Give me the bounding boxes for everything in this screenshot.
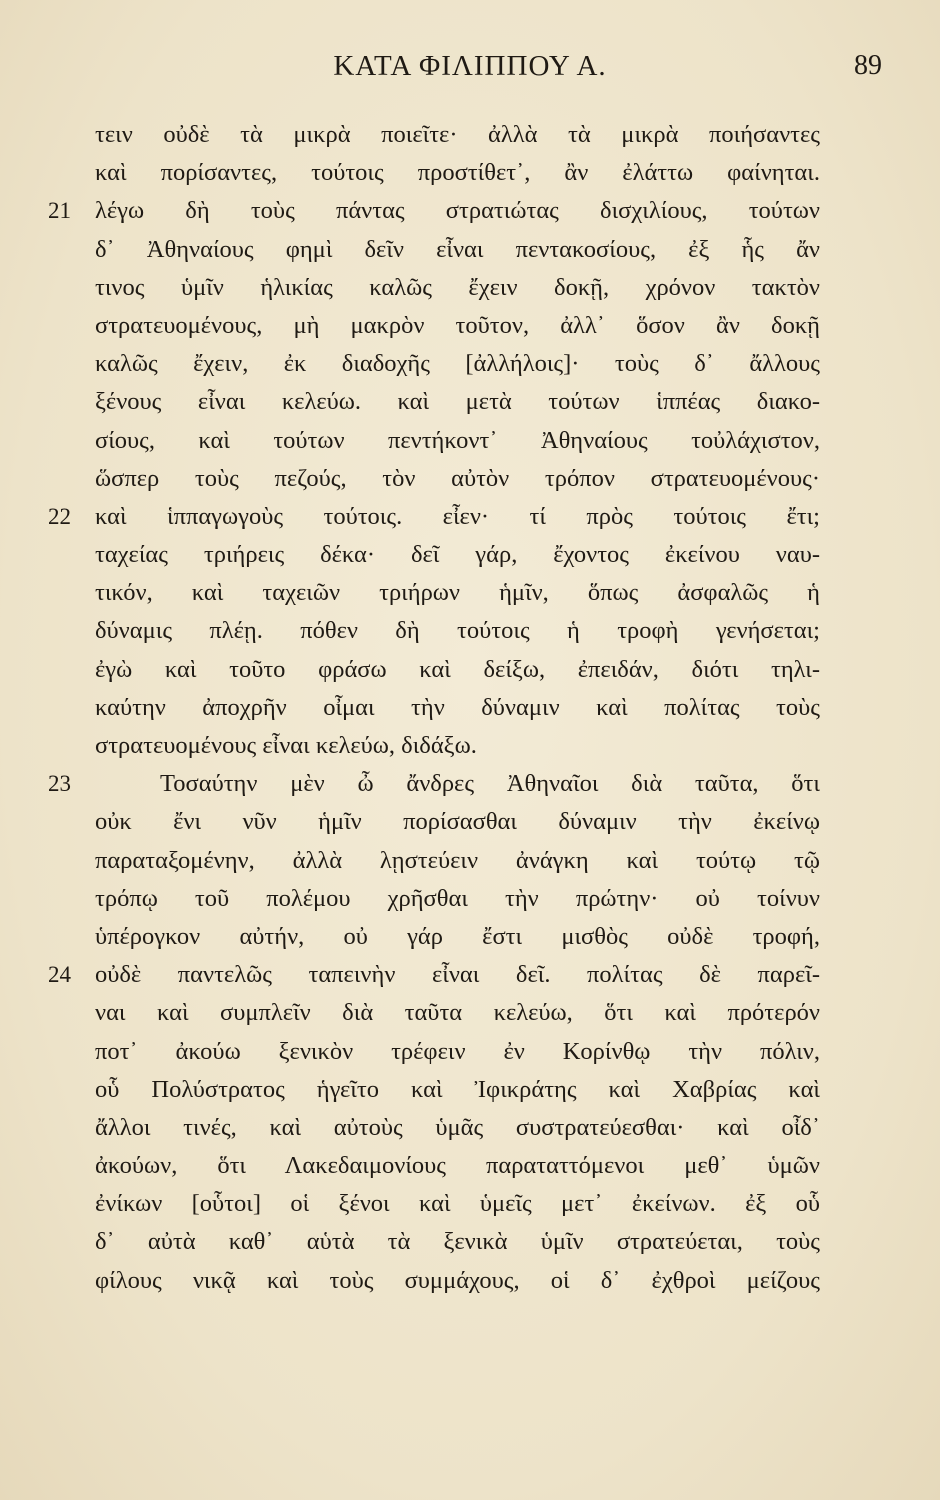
line-text: καύτην ἀποχρῆν οἶμαι τὴν δύναμιν καὶ πολίτας τοὺς xyxy=(95,693,820,721)
line-text: ναι καὶ συμπλεῖν διὰ ταῦτα κελεύω, ὅτι καὶ πρότερόν xyxy=(95,999,820,1027)
line-text: Τοσαύτην μὲν ὦ ἄνδρες Ἀθηναῖοι διὰ ταῦτα, ὅτι xyxy=(160,770,820,798)
text-line xyxy=(0,345,940,383)
page-number: 89 xyxy=(854,50,882,81)
line-text: ὥσπερ τοὺς πεζούς, τὸν αὐτὸν τρόπον στρατευομένους· xyxy=(95,464,820,492)
text-line xyxy=(0,460,940,498)
text-line xyxy=(0,1071,940,1109)
line-text: στρατευομένους, μὴ μακρὸν τοῦτον, ἀλλ᾽ ὅσον ἂν δοκῇ xyxy=(95,311,820,339)
text-line xyxy=(0,651,940,689)
text-line xyxy=(0,422,940,460)
text-line xyxy=(0,612,940,650)
text-line xyxy=(0,994,940,1032)
line-text: ταχείας τριήρεις δέκα· δεῖ γάρ, ἔχοντος ἐκείνου ναυ- xyxy=(95,541,820,569)
body-text xyxy=(0,116,940,1300)
line-text: ἐνίκων [οὗτοι] οἱ ξένοι καὶ ὑμεῖς μετ᾽ ἐκείνων. ἐξ οὗ xyxy=(95,1190,820,1218)
line-text: ποτ᾽ ἀκούω ξενικὸν τρέφειν ἐν Κορίνθῳ τὴν πόλιν, xyxy=(95,1037,820,1065)
text-line xyxy=(0,803,940,841)
text-line xyxy=(0,192,940,230)
text-line xyxy=(0,765,940,803)
line-text: ἀκούων, ὅτι Λακεδαιμονίους παραταττόμενοι μεθ᾽ ὑμῶν xyxy=(95,1152,820,1180)
line-text: τινος ὑμῖν ἡλικίας καλῶς ἔχειν δοκῇ, χρόνον τακτὸν xyxy=(95,273,820,301)
line-text: ἄλλοι τινές, καὶ αὐτοὺς ὑμᾶς συστρατεύεσθαι· καὶ οἶδ᾽ xyxy=(95,1113,820,1141)
running-title: ΚΑΤΑ ΦΙΛΙΠΠΟΥ Α. xyxy=(333,50,607,82)
text-line xyxy=(0,1033,940,1071)
line-text: τικόν, καὶ ταχειῶν τριήρων ἡμῖν, ὅπως ἀσφαλῶς ἡ xyxy=(95,579,820,607)
line-text: οὐκ ἔνι νῦν ἡμῖν πορίσασθαι δύναμιν τὴν ἐκείνῳ xyxy=(95,808,820,836)
text-line xyxy=(0,498,940,536)
line-text: παραταξομένην, ἀλλὰ λῃστεύειν ἀνάγκη καὶ τούτῳ τῷ xyxy=(95,846,820,874)
line-text: οὗ Πολύστρατος ἡγεῖτο καὶ Ἰφικράτης καὶ Χαβρίας καὶ xyxy=(95,1075,820,1103)
section-number: 22 xyxy=(48,503,71,529)
line-text: καὶ ἱππαγωγοὺς τούτοις. εἶεν· τί πρὸς τούτοις ἔτι; xyxy=(95,502,820,530)
line-text: σίους, καὶ τούτων πεντήκοντ᾽ Ἀθηναίους τοὐλάχιστον, xyxy=(95,426,820,454)
section-number: 23 xyxy=(48,771,71,797)
text-line xyxy=(0,842,940,880)
line-text: στρατευομένους εἶναι κελεύω, διδάξω. xyxy=(95,732,477,759)
text-line xyxy=(0,1262,940,1300)
text-line xyxy=(0,307,940,345)
line-text: φίλους νικᾷ καὶ τοὺς συμμάχους, οἱ δ᾽ ἐχθροὶ μείζους xyxy=(95,1266,820,1294)
text-line xyxy=(0,269,940,307)
text-line xyxy=(0,231,940,269)
text-line xyxy=(0,536,940,574)
line-text: ξένους εἶναι κελεύω. καὶ μετὰ τούτων ἱππέας διακο- xyxy=(95,388,820,416)
line-text: τρόπῳ τοῦ πολέμου χρῆσθαι τὴν πρώτην· οὐ τοίνυν xyxy=(95,884,820,912)
line-text: δύναμις πλέῃ. πόθεν δὴ τούτοις ἡ τροφὴ γενήσεται; xyxy=(95,617,820,645)
text-line xyxy=(0,689,940,727)
text-line xyxy=(0,1185,940,1223)
text-line xyxy=(0,154,940,192)
line-text: καὶ πορίσαντες, τούτοις προστίθετ᾽, ἂν ἐλάττω φαίνηται. xyxy=(95,159,820,187)
text-line xyxy=(0,1109,940,1147)
text-line xyxy=(0,880,940,918)
text-line xyxy=(0,574,940,612)
line-text: ἐγὼ καὶ τοῦτο φράσω καὶ δείξω, ἐπειδάν, διότι τηλι- xyxy=(95,655,820,683)
line-text: οὐδὲ παντελῶς ταπεινὴν εἶναι δεῖ. πολίτας δὲ παρεῖ- xyxy=(95,961,820,989)
line-text: λέγω δὴ τοὺς πάντας στρατιώτας δισχιλίους, τούτων xyxy=(95,197,820,225)
section-number: 24 xyxy=(48,962,71,988)
line-text: δ᾽ αὐτὰ καθ᾽ αὑτὰ τὰ ξενικὰ ὑμῖν στρατεύεται, τοὺς xyxy=(95,1228,820,1256)
line-text: ὑπέρογκον αὐτήν, οὐ γάρ ἔστι μισθὸς οὐδὲ τροφή, xyxy=(95,922,820,950)
text-line xyxy=(0,1147,940,1185)
text-line xyxy=(0,956,940,994)
line-text: τειν οὐδὲ τὰ μικρὰ ποιεῖτε· ἀλλὰ τὰ μικρὰ ποιήσαντες xyxy=(95,121,820,148)
text-line xyxy=(0,383,940,421)
line-text: δ᾽ Ἀθηναίους φημὶ δεῖν εἶναι πεντακοσίους, ἐξ ἧς ἄν xyxy=(95,235,820,263)
text-line xyxy=(0,1223,940,1261)
running-head xyxy=(0,46,940,90)
line-text: καλῶς ἔχειν, ἐκ διαδοχῆς [ἀλλήλοις]· τοὺς δ᾽ ἄλλους xyxy=(95,350,820,378)
text-line xyxy=(0,116,940,154)
text-line xyxy=(0,727,940,765)
section-number: 21 xyxy=(48,198,71,224)
text-line xyxy=(0,918,940,956)
